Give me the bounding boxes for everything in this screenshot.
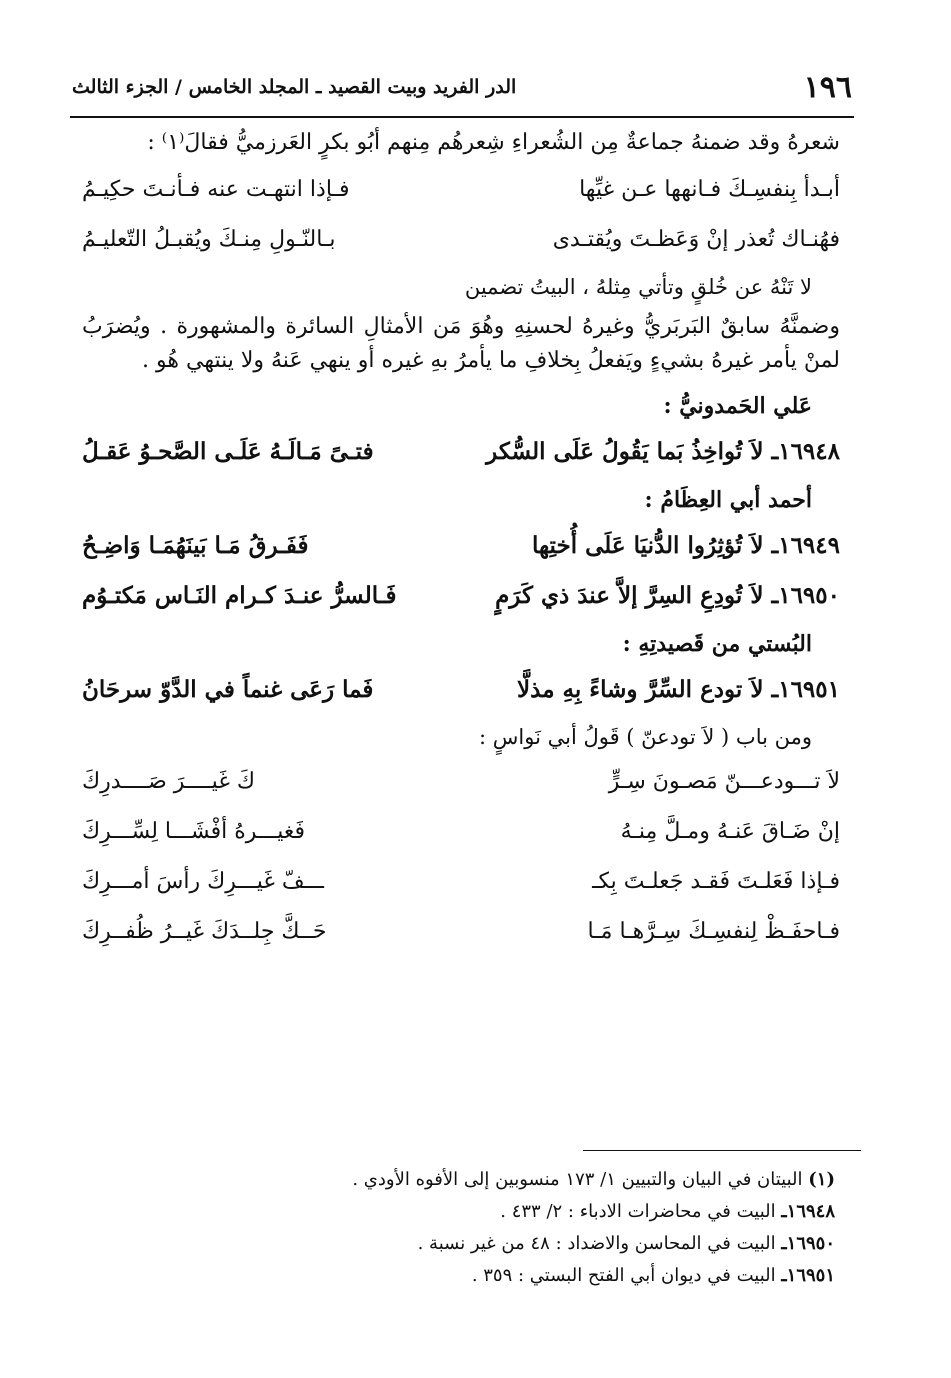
- verse-hemistich-second: فَغيـــرهُ أفْشَـــا لِسِّـــرِكَ: [82, 819, 305, 844]
- poet-heading: أحمد أبي العِظَامُ :: [644, 487, 812, 513]
- poet-heading: عَلي الحَمدونيُّ :: [663, 393, 812, 419]
- footnote-text: البيتان في البيان والتبيين ١/ ١٧٣ منسوبين إلى الأفوه الأودي .: [352, 1169, 803, 1190]
- verse-line: [82, 910, 840, 954]
- verse-hemistich-first: إنْ ضَـاقَ عَنـهُ ومـلَّ مِنـهُ: [620, 819, 840, 844]
- numbered-verse-16948: [82, 430, 840, 474]
- page-number: ١٩٦: [803, 69, 852, 105]
- verse-hemistich-second: فَـالسرُّ عنـدَ كـرام النَـاس مَكتـوُم: [82, 582, 397, 609]
- footnote-number: (١): [808, 1169, 835, 1190]
- verse-hemistich-first: لاَ تـــودعـــنّ مَصـونَ سِـرٍّ: [608, 769, 840, 794]
- verse-hemistich-second: ـــفّ غَيـــرِكَ رأسَ أمـــرِكَ: [82, 869, 324, 894]
- footnote-text: البيت في المحاسن والاضداد : ٤٨ من غير نسبة .: [417, 1233, 776, 1254]
- running-title: الدر الفريد وبيت القصيد ـ المجلد الخامس / الجزء الثالث: [72, 76, 517, 98]
- footnote: [90, 1196, 835, 1228]
- verse-hemistich-second: فَفَـرقُ مَـا بَينَهُمَـا وَاضِـحُ: [82, 532, 309, 559]
- footnote: [90, 1164, 835, 1196]
- verse-hemistich-second: فَما رَعَى غنماً في الدَّوّ سرحَانُ: [82, 676, 374, 703]
- verse-hemistich-first: لاَ تُودِعِ السِرَّ إلاَّ عندَ ذي كَرَمٍ: [495, 582, 764, 609]
- verse-hemistich-second: فتـىً مَـالَـهُ عَلَـى الصَّحـوُ عَقـلُ: [82, 438, 374, 465]
- poet-heading: البُستي من قَصيدتِهِ :: [622, 631, 812, 657]
- verse-hemistich-first: لاَ تُؤثِرُوا الدُّنيَا عَلَى أُختِها: [531, 532, 764, 559]
- numbered-verse-16949: [82, 524, 840, 568]
- footnote-number: ١٦٩٥٠ـ: [781, 1233, 835, 1254]
- verse-hemistich-second: فـإذا انتهـت عنه فـأنـتَ حكِيـمُ: [82, 177, 350, 202]
- verse-line: [82, 760, 840, 804]
- abu-nuwas-intro: ومن باب ( لاَ تودعنّ ) قَولُ أبي نَواسٍ :: [479, 725, 812, 749]
- verse-number: ١٦٩٥٠ـ: [771, 582, 840, 609]
- tadmin-line: لا تَنْهُ عن خُلقٍ وتأتي مِثلهُ ، البيتُ تضمين: [464, 275, 812, 299]
- verse-line: [82, 860, 840, 904]
- numbered-verse-16951: [82, 668, 840, 712]
- footnote: [90, 1260, 835, 1292]
- header-rule: [70, 116, 854, 118]
- explanation-paragraph: وضمنَّهُ سابقٌ البَربَريُّ وغيرهُ لحسنِهِ وهُوَ مَن الأمثالِ السائرة والمشهورة . ويُضرَبُ لمنْ يأمر غيرهُ بشيءٍ ويَفعلُ بِخلافِ ما يأمرُ بهِ غيره أو ينهي عَنهُ ولا ينتهي هُو .: [82, 314, 840, 373]
- verse-hemistich-first: فهُنـاك تُعذر إنْ وَعَظـتَ ويُقتـدى: [552, 227, 840, 252]
- verse-line: [82, 168, 840, 212]
- footnote-number: ١٦٩٤٨ـ: [781, 1201, 835, 1222]
- verse-line: [82, 218, 840, 262]
- verse-hemistich-first: فـاحفَـظْ لِنفسِـكَ سِـرَّهـا مَـا: [587, 919, 840, 944]
- footnote-text: البيت في ديوان أبي الفتح البستي : ٣٥٩ .: [471, 1265, 776, 1286]
- numbered-verse-16950: [82, 574, 840, 618]
- verse-hemistich-second: حَــكَّ جِلــدَكَ غَيــرُ ظُفــرِكَ: [82, 919, 327, 944]
- verse-hemistich-first: أبـدأ بِنفسِـكَ فـانهها عـن غيِّها: [579, 177, 840, 202]
- verse-number: ١٦٩٥١ـ: [771, 676, 840, 703]
- footnotes: [90, 1164, 835, 1292]
- footnote-rule: [583, 1150, 861, 1151]
- footnote-number: ١٦٩٥١ـ: [781, 1265, 835, 1286]
- footnote: [90, 1228, 835, 1260]
- verse-number: ١٦٩٤٩ـ: [771, 532, 840, 559]
- verse-hemistich-second: بـالنّـولِ مِنـكَ ويُقبـلُ التّعليـمُ: [82, 227, 336, 252]
- verse-hemistich-first: لاَ تُواخِذُ بَما يَقُولُ عَلَى السُّكر: [486, 438, 764, 465]
- verse-hemistich-first: فـإذا فَعَلـتَ فَقـد جَعلـتَ بِكـ: [592, 869, 840, 894]
- verse-line: [82, 810, 840, 854]
- verse-hemistich-second: كَ غَيــــرَ صَــــدرِكَ: [82, 769, 255, 794]
- verse-number: ١٦٩٤٨ـ: [771, 438, 840, 465]
- page-header: [72, 62, 852, 112]
- intro-paragraph: شعرهُ وقد ضمنهُ جماعةٌ مِن الشُعراءِ شِعرهُم مِنهم أبُو بكرٍ العَرزميُّ فقالَ⁽١⁾ :: [147, 130, 840, 155]
- verse-hemistich-first: لاَ تودع السِّرَّ وشاءً بِهِ مذلَّا: [517, 676, 764, 703]
- footnote-text: البيت في محاضرات الادباء : ٢/ ٤٣٣ .: [500, 1201, 776, 1222]
- page-body: [82, 126, 840, 960]
